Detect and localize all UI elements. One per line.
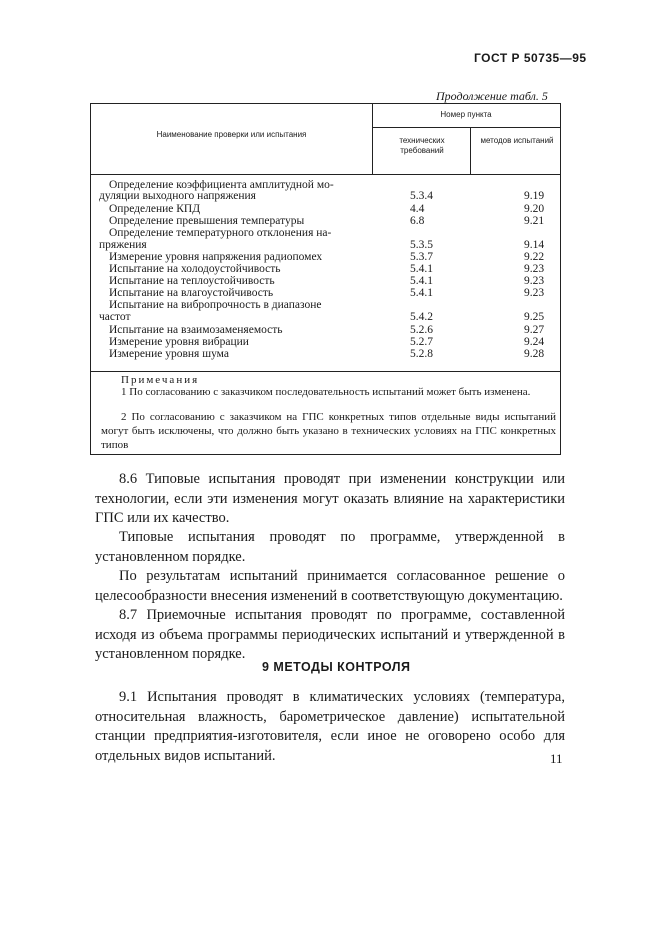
row-tech: 5.4.1 (410, 263, 433, 275)
row-name: Испытание на вибропрочность в диапазоне (109, 299, 322, 311)
page-number: 11 (550, 751, 563, 766)
row-method: 9.24 (524, 336, 545, 348)
table-hline-notes (91, 371, 560, 372)
row-method: 9.20 (524, 203, 545, 215)
table-row (99, 189, 551, 203)
row-name: Определение коэффициента амплитудной мо- (109, 179, 334, 191)
row-tech: 5.3.4 (410, 190, 433, 202)
table-hline-group (372, 127, 560, 128)
row-tech: 6.8 (410, 215, 425, 227)
paragraph-8-6: 8.6 Типовые испытания проводят при изменении конструкции или технологии, если эти изменения могут оказать влияние на характеристики ГПС или их качество. (95, 471, 565, 526)
note-2: 2 По согласованию с заказчиком на ГПС конкретных типов отдельные виды испытаний могут быть исключены, что должно быть указано в технических условиях на ГПС конкретных типов (101, 411, 556, 451)
paragraph-8-6-c: По результатам испытаний принимается согласованное решение о целесообразности внесения изменений в соответствующую документацию. (95, 568, 565, 604)
row-tech: 5.3.5 (410, 239, 433, 251)
row-tech: 5.2.6 (410, 324, 433, 336)
header-test-methods: методов испытаний (480, 136, 554, 145)
row-tech: 5.4.2 (410, 311, 433, 323)
row-name: частот (99, 311, 131, 323)
row-method: 9.23 (524, 287, 545, 299)
row-name: Испытание на влагоустойчивость (109, 287, 274, 299)
table-row (109, 347, 561, 361)
paragraph-8-7: 8.7 Приемочные испытания проводят по программе, составленной исходя из объема программы периодических испытаний и утвержденной в установленном порядке. (95, 607, 565, 662)
row-name: пряжения (99, 239, 147, 251)
row-method: 9.27 (524, 324, 545, 336)
row-name: Испытание на холодоустойчивость (109, 263, 281, 275)
row-tech: 5.3.7 (410, 251, 433, 263)
row-method: 9.21 (524, 215, 545, 227)
row-name: Испытание на теплоустойчивость (109, 275, 275, 287)
row-method: 9.19 (524, 190, 545, 202)
row-method: 9.28 (524, 348, 545, 360)
table-continuation-label: Продолжение табл. 5 (436, 89, 548, 103)
row-name: Измерение уровня напряжения радиопомех (109, 251, 323, 263)
row-method: 9.23 (524, 275, 545, 287)
row-name: дуляции выходного напряжения (99, 190, 256, 202)
row-tech: 5.4.1 (410, 275, 433, 287)
test-table (90, 103, 561, 455)
header-clause-number: Номер пункта (440, 110, 492, 119)
row-name: Определение КПД (109, 203, 201, 215)
row-tech: 4.4 (410, 203, 425, 215)
row-method: 9.14 (524, 239, 545, 251)
row-name: Измерение уровня вибрации (109, 336, 249, 348)
row-method: 9.23 (524, 263, 545, 275)
section-title: 9 МЕТОДЫ КОНТРОЛЯ (262, 660, 411, 674)
table-hline-header (91, 174, 560, 175)
row-tech: 5.4.1 (410, 287, 433, 299)
document-number: ГОСТ Р 50735—95 (474, 51, 587, 65)
notes-title: Примечания (121, 374, 200, 386)
row-method: 9.22 (524, 251, 545, 263)
row-name: Измерение уровня шума (109, 348, 229, 360)
row-name: Определение температурного отклонения на- (109, 227, 332, 239)
header-tech-requirements: технических требований (399, 136, 445, 155)
row-tech: 5.2.8 (410, 348, 433, 360)
paragraph-8-6-b: Типовые испытания проводят по программе, утвержденной в установленном порядке. (95, 529, 565, 565)
row-name: Определение превышения температуры (109, 215, 305, 227)
note-1: 1 По согласованию с заказчиком последовательность испытаний может быть изменена. (121, 386, 531, 398)
table-vline-2 (470, 127, 471, 174)
paragraph-9-1: 9.1 Испытания проводят в климатических условиях (температура, относительная влажность, барометрическое давление) испытательной станции предприятия-изготовителя, если иное не оговорено особо для отдельных видов испытаний. (95, 689, 565, 764)
row-method: 9.25 (524, 311, 545, 323)
row-tech: 5.2.7 (410, 336, 433, 348)
table-row (99, 310, 551, 324)
row-name: Испытание на взаимозаменяемость (109, 324, 283, 336)
header-test-name: Наименование проверки или испытания (156, 130, 307, 139)
